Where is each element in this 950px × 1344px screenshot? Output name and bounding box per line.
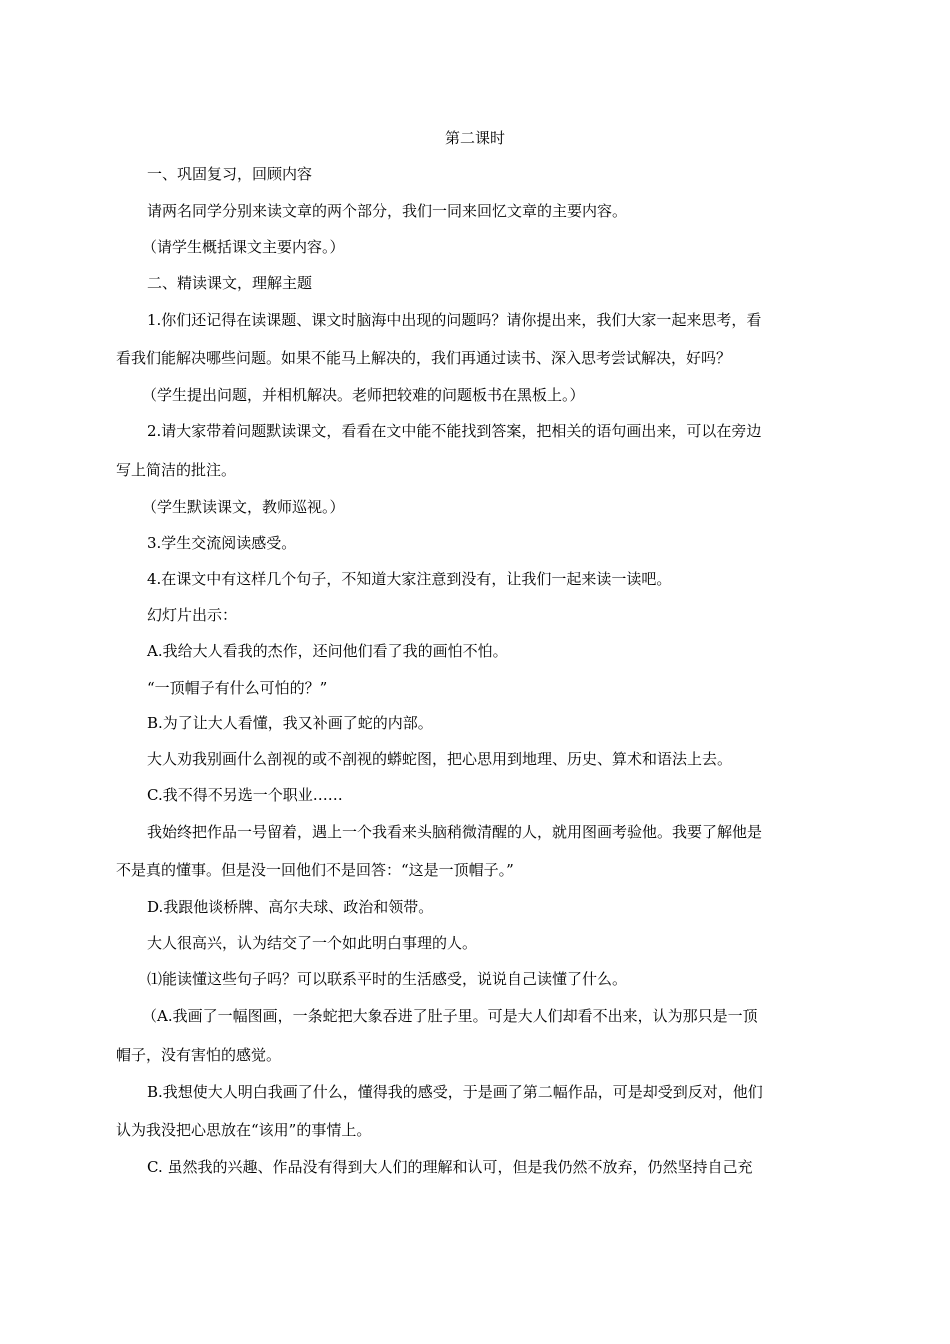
question-1: ⑴能读懂这些句子吗？可以联系平时的生活感受，说说自己读懂了什么。 — [147, 970, 628, 988]
answer-b: B.我想使大人明白我画了什么，懂得我的感受，于是画了第二幅作品，可是却受到反对，他们 — [147, 1083, 763, 1101]
paragraph: 请两名同学分别来读文章的两个部分，我们一同来回忆文章的主要内容。 — [147, 202, 628, 220]
paragraph: 2.请大家带着问题默读课文，看看在文中能不能找到答案，把相关的语句画出来，可以在旁边 — [147, 422, 762, 440]
quote-d: D.我跟他谈桥牌、高尔夫球、政治和领带。 — [147, 898, 434, 916]
quote-b: B.为了让大人看懂，我又补画了蛇的内部。 — [147, 714, 433, 732]
paragraph: 1.你们还记得在读课题、课文时脑海中出现的问题吗？请你提出来，我们大家一起来思考，看 — [147, 311, 762, 329]
section-heading-reading: 二、精读课文，理解主题 — [147, 274, 313, 292]
paragraph-continuation: 帽子，没有害怕的感觉。 — [116, 1046, 282, 1064]
answer-c: C. 虽然我的兴趣、作品没有得到大人们的理解和认可，但是我仍然不放弃，仍然坚持自己充 — [147, 1158, 753, 1176]
paragraph: 3.学生交流阅读感受。 — [147, 534, 297, 552]
quote-a: A.我给大人看我的杰作，还问他们看了我的画怕不怕。 — [147, 642, 508, 660]
answer-a: （A.我画了一幅图画，一条蛇把大象吞进了肚子里。可是大人们却看不出来，认为那只是一顶 — [142, 1007, 758, 1025]
quote-c: C.我不得不另选一个职业…… — [147, 786, 343, 804]
quote-d-line: 大人很高兴，认为结交了一个如此明白事理的人。 — [147, 934, 478, 952]
quote-a-line: “一顶帽子有什么可怕的？” — [147, 679, 328, 697]
quote-b-line: 大人劝我别画什么剖视的或不剖视的蟒蛇图，把心思用到地理、历史、算术和语法上去。 — [147, 750, 733, 768]
quote-c-line: 我始终把作品一号留着，遇上一个我看来头脑稍微清醒的人，就用图画考验他。我要了解他是 — [147, 823, 763, 841]
paragraph-continuation: 不是真的懂事。但是没一回他们不是回答：“这是一顶帽子。” — [116, 861, 514, 879]
paragraph: 4.在课文中有这样几个句子，不知道大家注意到没有，让我们一起来读一读吧。 — [147, 570, 672, 588]
paragraph-continuation: 写上简洁的批注。 — [116, 461, 237, 479]
section-heading-review: 一、巩固复习，回顾内容 — [147, 165, 313, 183]
paragraph: （学生默读课文，教师巡视。） — [142, 498, 345, 516]
paragraph-continuation: 认为我没把心思放在“该用”的事情上。 — [116, 1121, 372, 1139]
paragraph: （学生提出问题，并相机解决。老师把较难的问题板书在黑板上。） — [142, 386, 585, 404]
paragraph: 幻灯片出示： — [147, 606, 238, 624]
paragraph-continuation: 看我们能解决哪些问题。如果不能马上解决的，我们再通过读书、深入思考尝试解决，好吗？ — [116, 349, 732, 367]
paragraph: （请学生概括课文主要内容。） — [142, 238, 345, 256]
page-title: 第二课时 — [444, 129, 505, 147]
